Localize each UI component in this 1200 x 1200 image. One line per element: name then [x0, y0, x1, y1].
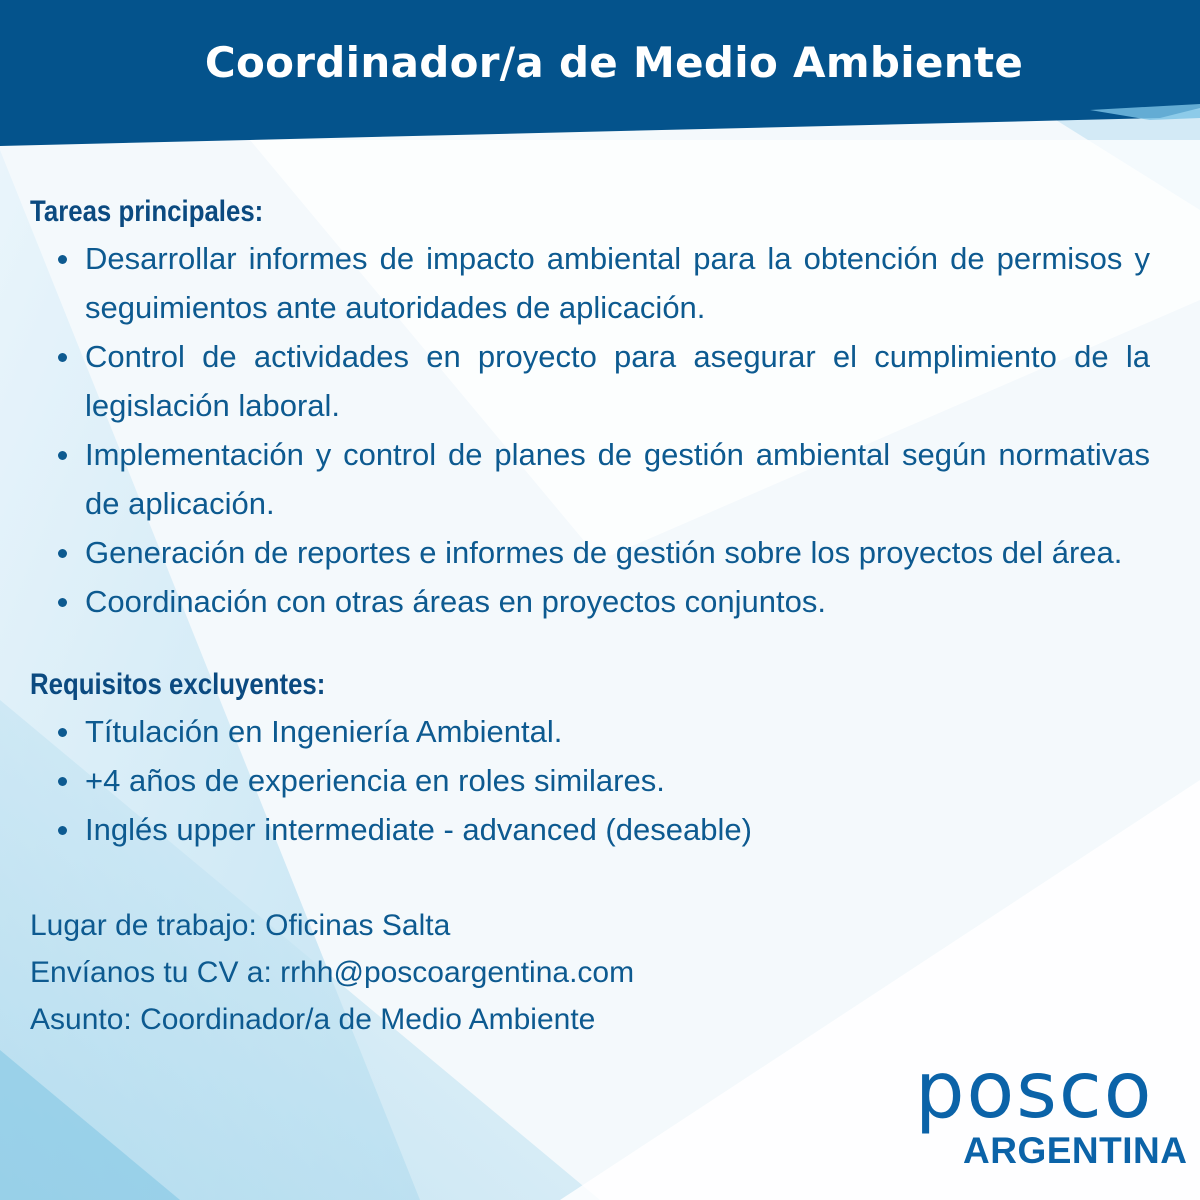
- list-item: Desarrollar informes de impacto ambiental para la obtención de permisos y seguimientos ante autoridades de aplicación.: [30, 234, 1150, 332]
- tasks-title: Tareas principales:: [30, 195, 264, 228]
- work-location: Lugar de trabajo: Oficinas Salta: [30, 909, 451, 942]
- tasks-section: [30, 190, 1150, 626]
- requirements-title: Requisitos excluyentes:: [30, 668, 326, 701]
- list-item: +4 años de experiencia en roles similares.: [30, 756, 1150, 805]
- posco-logo: [915, 1046, 1188, 1180]
- page-title: Coordinador/a de Medio Ambiente: [204, 38, 1024, 87]
- list-item: Generación de reportes e informes de gestión sobre los proyectos del área.: [30, 528, 1150, 577]
- list-item: Implementación y control de planes de gestión ambiental según normativas de aplicación.: [30, 430, 1150, 528]
- requirements-list: [30, 707, 1150, 854]
- tasks-list: [30, 234, 1150, 626]
- logo-subtitle: ARGENTINA: [963, 1130, 1188, 1171]
- header-banner: [0, 0, 1200, 135]
- contact-info: [30, 902, 1150, 1043]
- email-subject: Asunto: Coordinador/a de Medio Ambiente: [30, 1003, 596, 1036]
- requirements-section: [30, 663, 1150, 854]
- spacer: [30, 626, 1150, 663]
- list-item: Control de actividades en proyecto para asegurar el cumplimiento de la legislación laboral.: [30, 332, 1150, 430]
- cv-email[interactable]: Envíanos tu CV a: rrhh@poscoargentina.com: [30, 956, 635, 989]
- logo-wordmark: posco: [915, 1046, 1154, 1136]
- job-content: [30, 190, 1150, 1043]
- list-item: Coordinación con otras áreas en proyectos conjuntos.: [30, 577, 1150, 626]
- list-item: Inglés upper intermediate - advanced (deseable): [30, 805, 1150, 854]
- list-item: Títulación en Ingeniería Ambiental.: [30, 707, 1150, 756]
- spacer: [30, 854, 1150, 902]
